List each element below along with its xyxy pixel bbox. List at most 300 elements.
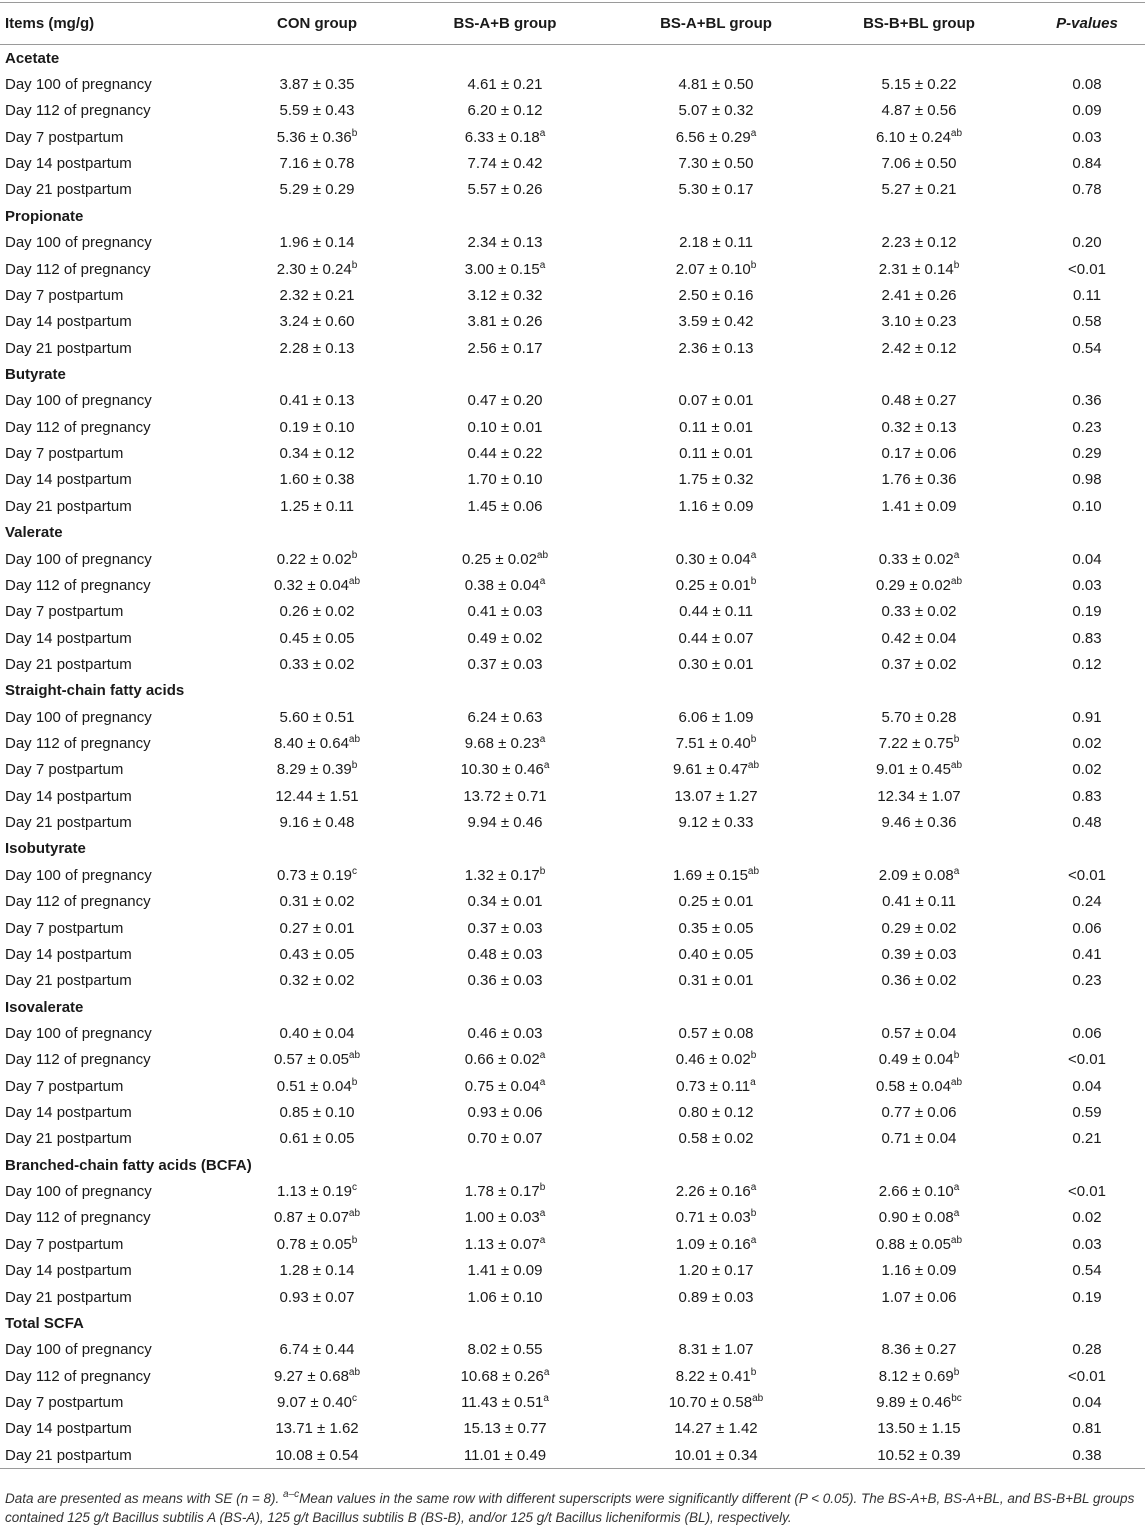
p-value-cell: 0.03 [1072,1235,1102,1253]
table-row [0,1099,1145,1125]
value-cell [809,1047,1029,1073]
cell-value: 1.45 ± 0.06 [467,497,543,515]
cell-value: 5.15 ± 0.22 [881,76,957,94]
cell-value: 0.47 ± 0.20 [467,392,543,410]
value-cell [247,625,387,651]
cell-value: 0.11 ± 0.01 [679,418,753,436]
cell-value: 8.02 ± 0.55 [467,1341,543,1359]
value-cell [623,440,809,466]
value-cell [623,177,809,203]
value-cell [387,968,623,994]
cell-value: 0.71 ± 0.03 [675,1209,751,1227]
value-cell [247,1099,387,1125]
cell-value: 0.25 ± 0.01 [678,893,754,911]
cell-value: 8.29 ± 0.39 [276,761,352,779]
section-row [0,45,1145,72]
value-cell [623,1363,809,1389]
table-header [0,3,1145,45]
cell-value: 0.71 ± 0.04 [881,1130,957,1148]
cell-value: 4.87 ± 0.56 [881,102,957,120]
cell-value: 3.00 ± 0.15 [464,260,540,278]
cell-value: 1.96 ± 0.14 [279,234,355,252]
cell-value: 12.44 ± 1.51 [275,787,359,805]
p-value-cell: 0.91 [1072,708,1102,726]
table-row [0,388,1145,414]
p-value-cell: 0.08 [1072,76,1102,94]
table-row [0,572,1145,598]
cell-value: 1.16 ± 0.09 [881,1262,957,1280]
section-title: Straight-chain fatty acids [5,682,185,700]
cell-value: 7.51 ± 0.40 [675,735,751,753]
value-cell [809,98,1029,124]
cell-value: 2.26 ± 0.16 [675,1183,751,1201]
cell-value: 9.12 ± 0.33 [678,814,754,832]
cell-value: 2.34 ± 0.13 [467,234,543,252]
value-cell [623,282,809,308]
table-row [0,440,1145,466]
row-label: Day 112 of pregnancy [5,1367,151,1385]
value-cell [387,1337,623,1363]
table-row [0,968,1145,994]
p-value-cell: <0.01 [1068,260,1106,278]
cell-value: 0.41 ± 0.11 [882,893,956,911]
p-value-cell: 0.48 [1072,814,1102,832]
p-value-cell: 0.81 [1072,1420,1102,1438]
value-cell [623,150,809,176]
p-value-cell: 0.09 [1072,102,1102,120]
cell-value: 0.32 ± 0.13 [881,418,957,436]
significance-superscript: a [750,1076,756,1088]
value-cell [387,572,623,598]
row-label: Day 7 postpartum [5,1077,124,1095]
value-cell [387,730,623,756]
value-cell [809,1099,1029,1125]
significance-superscript: b [351,549,358,561]
cell-value: 1.70 ± 0.10 [467,471,543,489]
row-label: Day 100 of pregnancy [5,866,152,884]
value-cell [247,309,387,335]
header-bs-b-bl-group: BS-B+BL group [809,3,1029,45]
value-cell [247,1337,387,1363]
value-cell [247,757,387,783]
row-label: Day 112 of pregnancy [5,260,151,278]
table-row [0,414,1145,440]
value-cell [247,467,387,493]
table-row [0,71,1145,97]
significance-superscript: a [750,127,757,139]
cell-value: 0.88 ± 0.05 [875,1235,951,1253]
significance-superscript: b [351,1076,358,1088]
significance-superscript: ab [950,1234,963,1246]
value-cell [623,546,809,572]
cell-value: 0.80 ± 0.12 [678,1104,754,1122]
value-cell [247,124,387,150]
cell-value: 5.59 ± 0.43 [279,102,355,120]
value-cell [247,1205,387,1231]
value-cell [809,1284,1029,1310]
value-cell [809,651,1029,677]
significance-superscript: ab [950,127,963,139]
value-cell [387,704,623,730]
header-bs-a-b-group: BS-A+B group [387,3,623,45]
cell-value: 7.22 ± 0.75 [878,735,954,753]
value-cell [809,915,1029,941]
row-label: Day 100 of pregnancy [5,76,152,94]
value-cell [623,757,809,783]
table-row [0,230,1145,256]
value-cell [387,625,623,651]
cell-value: 0.44 ± 0.07 [678,629,754,647]
value-cell [623,230,809,256]
cell-value: 0.35 ± 0.05 [678,919,754,937]
value-cell [247,1020,387,1046]
cell-value: 13.50 ± 1.15 [877,1420,961,1438]
cell-value: 9.68 ± 0.23 [464,735,540,753]
significance-superscript: b [750,734,757,746]
cell-value: 1.13 ± 0.19 [277,1183,352,1201]
cell-value: 1.41 ± 0.09 [467,1262,543,1280]
table-row [0,862,1145,888]
cell-value: 0.39 ± 0.03 [881,945,957,963]
value-cell [809,1231,1029,1257]
table-row [0,599,1145,625]
table-row [0,1178,1145,1204]
cell-value: 0.43 ± 0.05 [279,945,355,963]
row-label: Day 7 postpartum [5,603,124,621]
cell-value: 0.33 ± 0.02 [878,550,954,568]
cell-value: 1.76 ± 0.36 [881,471,957,489]
p-value-cell: 0.24 [1072,893,1102,911]
section-title: Isovalerate [5,998,84,1016]
value-cell [387,177,623,203]
table-row [0,1363,1145,1389]
cell-value: 6.20 ± 0.12 [467,102,543,120]
value-cell [623,809,809,835]
header-bs-a-bl-group: BS-A+BL group [623,3,809,45]
cell-value: 8.22 ± 0.41 [675,1367,751,1385]
value-cell [623,1020,809,1046]
significance-superscript: b [539,865,546,877]
value-cell [809,124,1029,150]
value-cell [387,862,623,888]
significance-superscript: ab [950,575,963,587]
cell-value: 10.68 ± 0.26 [460,1367,544,1385]
value-cell [623,889,809,915]
table-row [0,177,1145,203]
row-label: Day 21 postpartum [5,497,132,515]
cell-value: 0.89 ± 0.03 [678,1288,754,1306]
cell-value: 2.41 ± 0.26 [881,286,957,304]
value-cell [247,335,387,361]
header-p-values-text: P-values [1056,15,1118,32]
cell-value: 10.30 ± 0.46 [460,761,544,779]
table-row [0,1389,1145,1415]
table-row [0,335,1145,361]
cell-value: 0.29 ± 0.02 [875,576,951,594]
value-cell [247,440,387,466]
table-row [0,256,1145,282]
value-cell [247,256,387,282]
significance-superscript: a [539,1234,546,1246]
value-cell [387,256,623,282]
significance-superscript: a [539,1076,546,1088]
cell-value: 7.74 ± 0.42 [467,155,543,173]
p-value-cell: 0.23 [1072,418,1102,436]
cell-value: 7.06 ± 0.50 [881,155,957,173]
value-cell [247,572,387,598]
cell-value: 6.10 ± 0.24 [875,128,951,146]
cell-value: 12.34 ± 1.07 [877,787,961,805]
cell-value: 2.18 ± 0.11 [679,234,753,252]
cell-value: 0.58 ± 0.04 [875,1077,951,1095]
section-title: Isobutyrate [5,840,86,858]
cell-value: 0.33 ± 0.02 [881,603,957,621]
cell-value: 0.78 ± 0.05 [276,1235,352,1253]
p-value-cell: 0.59 [1072,1104,1102,1122]
row-label: Day 14 postpartum [5,629,132,647]
value-cell [387,1284,623,1310]
significance-superscript: a [539,259,546,271]
table-row [0,625,1145,651]
table-row [0,493,1145,519]
cell-value: 1.25 ± 0.11 [280,497,354,515]
value-cell [809,809,1029,835]
table-footnote [5,1489,1135,1527]
cell-value: 15.13 ± 0.77 [463,1420,547,1438]
value-cell [387,1442,623,1469]
significance-superscript: b [750,575,757,587]
cell-value: 2.56 ± 0.17 [467,339,543,357]
p-value-cell: 0.03 [1072,576,1102,594]
value-cell [623,783,809,809]
table-row [0,757,1145,783]
value-cell [623,625,809,651]
significance-superscript: ab [348,734,361,746]
value-cell [809,282,1029,308]
cell-value: 0.32 ± 0.04 [273,576,349,594]
significance-superscript: b [539,1182,546,1194]
value-cell [387,1258,623,1284]
value-cell [387,1389,623,1415]
cell-value: 0.25 ± 0.01 [675,576,751,594]
cell-value: 9.01 ± 0.45 [875,761,951,779]
value-cell [623,493,809,519]
table-row [0,1416,1145,1442]
significance-superscript: b [351,259,358,271]
value-cell [809,757,1029,783]
significance-superscript: b [750,259,757,271]
value-cell [247,1258,387,1284]
value-cell [247,1284,387,1310]
significance-superscript: c [351,1182,357,1194]
cell-value: 3.24 ± 0.60 [279,313,355,331]
value-cell [387,98,623,124]
value-cell [247,651,387,677]
p-value-cell: 0.83 [1072,787,1102,805]
value-cell [247,282,387,308]
row-label: Day 14 postpartum [5,1262,132,1280]
cell-value: 0.57 ± 0.08 [678,1024,754,1042]
cell-value: 10.08 ± 0.54 [275,1446,359,1464]
cell-value: 0.30 ± 0.04 [675,550,751,568]
cell-value: 1.20 ± 0.17 [678,1262,754,1280]
cell-value: 5.36 ± 0.36 [276,128,352,146]
p-value-cell: 0.36 [1072,392,1102,410]
value-cell [623,467,809,493]
cell-value: 0.29 ± 0.02 [881,919,957,937]
cell-value: 9.46 ± 0.36 [881,814,957,832]
value-cell [247,414,387,440]
p-value-cell: <0.01 [1068,1051,1106,1069]
cell-value: 6.24 ± 0.63 [467,708,543,726]
row-label: Day 7 postpartum [5,445,124,463]
cell-value: 0.77 ± 0.06 [881,1104,957,1122]
cell-value: 5.29 ± 0.29 [279,181,355,199]
value-cell [809,1337,1029,1363]
table-row [0,1337,1145,1363]
cell-value: 4.81 ± 0.50 [678,76,754,94]
row-label: Day 21 postpartum [5,972,132,990]
value-cell [247,546,387,572]
cell-value: 0.31 ± 0.01 [678,972,754,990]
value-cell [809,704,1029,730]
value-cell [623,1099,809,1125]
section-row [0,994,1145,1020]
row-label: Day 14 postpartum [5,471,132,489]
table-row [0,1073,1145,1099]
section-row [0,836,1145,862]
value-cell [809,599,1029,625]
p-value-cell: 0.38 [1029,1442,1145,1469]
p-value-cell: 0.23 [1072,972,1102,990]
cell-value: 0.49 ± 0.02 [467,629,543,647]
data-table [0,2,1145,1469]
value-cell [809,1258,1029,1284]
cell-value: 1.60 ± 0.38 [279,471,355,489]
value-cell [809,388,1029,414]
significance-superscript: b [750,1366,757,1378]
value-cell [623,1442,809,1469]
cell-value: 0.70 ± 0.07 [467,1130,543,1148]
cell-value: 0.22 ± 0.02 [276,550,352,568]
cell-value: 9.61 ± 0.47 [672,761,748,779]
p-value-cell: 0.54 [1072,339,1102,357]
table-row [0,150,1145,176]
cell-value: 1.32 ± 0.17 [464,866,540,884]
table-row [0,730,1145,756]
cell-value: 0.36 ± 0.03 [467,972,543,990]
table-row [0,809,1145,835]
value-cell [387,440,623,466]
table-body [0,45,1145,1469]
value-cell [623,941,809,967]
value-cell [247,809,387,835]
row-label: Day 100 of pregnancy [5,708,152,726]
cell-value: 0.75 ± 0.04 [464,1077,540,1095]
value-cell [809,941,1029,967]
cell-value: 0.90 ± 0.08 [878,1209,954,1227]
significance-superscript: ab [950,1076,963,1088]
value-cell [809,1389,1029,1415]
value-cell [809,230,1029,256]
value-cell [247,968,387,994]
cell-value: 2.31 ± 0.14 [878,260,954,278]
row-label: Day 7 postpartum [5,1394,124,1411]
cell-value: 0.19 ± 0.10 [279,418,355,436]
row-label: Day 112 of pregnancy [5,102,151,120]
cell-value: 10.01 ± 0.34 [674,1446,758,1464]
cell-value: 2.30 ± 0.24 [276,260,352,278]
row-label: Day 112 of pregnancy [5,418,151,436]
value-cell [809,1178,1029,1204]
table-row [0,1020,1145,1046]
p-value-cell: 0.06 [1072,919,1102,937]
cell-value: 0.93 ± 0.06 [467,1104,543,1122]
value-cell [809,71,1029,97]
significance-superscript: a [750,549,757,561]
cell-value: 11.01 ± 0.49 [463,1446,547,1464]
value-cell [809,467,1029,493]
value-cell [387,282,623,308]
value-cell [247,71,387,97]
table-row [0,1231,1145,1257]
value-cell [387,915,623,941]
value-cell [623,124,809,150]
significance-superscript: a [543,1366,550,1378]
table-row [0,1205,1145,1231]
p-value-cell: 0.04 [1072,1077,1102,1095]
row-label: Day 112 of pregnancy [5,576,151,594]
significance-superscript: c [351,865,357,877]
cell-value: 13.71 ± 1.62 [275,1420,359,1438]
value-cell [387,889,623,915]
cell-value: 1.13 ± 0.07 [464,1235,540,1253]
section-row [0,519,1145,545]
cell-value: 0.41 ± 0.03 [467,603,543,621]
cell-value: 3.87 ± 0.35 [279,76,355,94]
cell-value: 0.45 ± 0.05 [279,629,355,647]
value-cell [623,1178,809,1204]
section-title: Propionate [5,207,84,225]
value-cell [387,757,623,783]
table-row [0,1047,1145,1073]
value-cell [387,335,623,361]
section-title: Butyrate [5,365,66,383]
p-value-cell: 0.20 [1072,234,1102,252]
value-cell [247,1363,387,1389]
value-cell [387,1363,623,1389]
row-label: Day 112 of pregnancy [5,735,151,753]
section-row [0,1310,1145,1336]
value-cell [387,809,623,835]
value-cell [809,335,1029,361]
value-cell [387,1416,623,1442]
cell-value: 0.17 ± 0.06 [881,445,957,463]
significance-superscript: a [539,734,546,746]
value-cell [247,493,387,519]
value-cell [247,150,387,176]
cell-value: 6.74 ± 0.44 [279,1341,355,1359]
cell-value: 1.07 ± 0.06 [881,1288,957,1306]
significance-superscript: ab [348,1050,361,1062]
table-row [0,651,1145,677]
p-value-cell: 0.98 [1072,471,1102,489]
cell-value: 0.40 ± 0.04 [279,1024,355,1042]
table-row [0,704,1145,730]
p-value-cell: 0.28 [1072,1341,1102,1359]
row-label: Day 21 postpartum [5,1130,132,1148]
value-cell [247,889,387,915]
